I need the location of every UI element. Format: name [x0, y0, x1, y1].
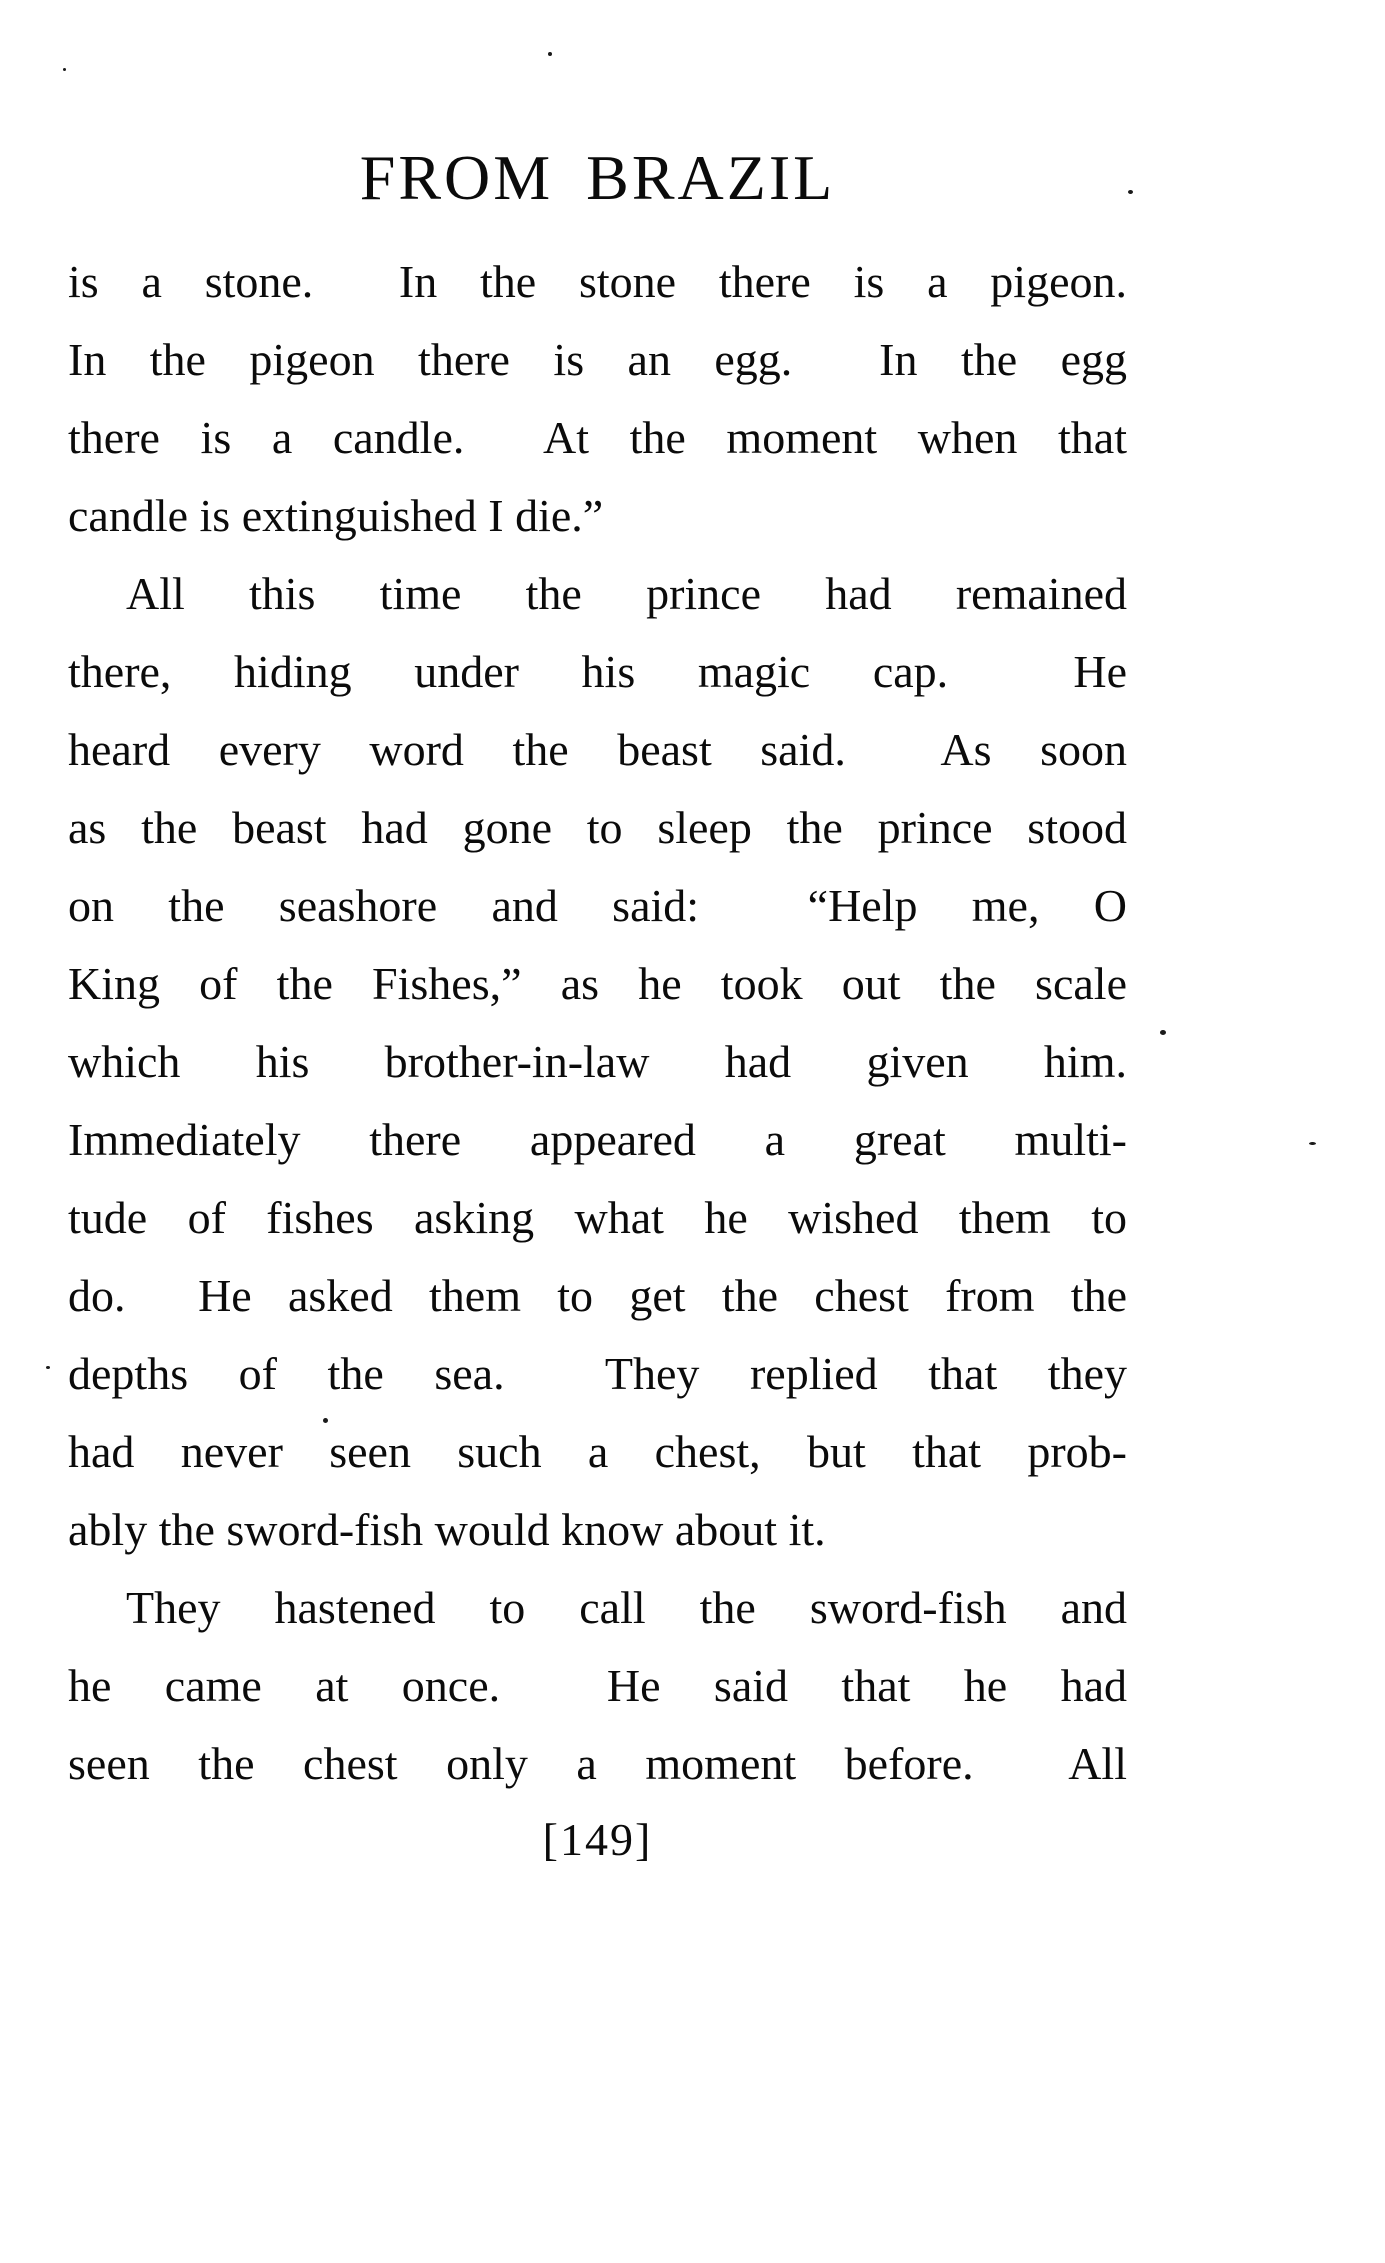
text-line: King of the Fishes,” as he took out the scale [68, 958, 1127, 1009]
text-line: All this time the prince had remained [126, 568, 1127, 619]
text-line: there is a candle. At the moment when that [68, 412, 1127, 463]
scan-speck [323, 1418, 328, 1423]
text-line: In the pigeon there is an egg. In the egg [68, 334, 1127, 385]
text-line: he came at once. He said that he had [68, 1660, 1127, 1711]
scan-speck [63, 68, 66, 71]
page-body [68, 243, 1127, 1803]
scan-speck [46, 1366, 50, 1369]
scan-speck [1309, 1142, 1316, 1145]
text-line: depths of the sea. They replied that they [68, 1348, 1127, 1399]
text-line: seen the chest only a moment before. All [68, 1738, 1127, 1789]
page-number: [149] [542, 1814, 653, 1865]
scan-speck [548, 52, 552, 56]
text-line: had never seen such a chest, but that prob- [68, 1426, 1127, 1477]
text-line: as the beast had gone to sleep the prince stood [68, 802, 1127, 853]
text-line: on the seashore and said: “Help me, O [68, 880, 1127, 931]
text-line: Immediately there appeared a great multi- [68, 1114, 1127, 1165]
page-header: FROM BRAZIL [359, 142, 836, 213]
text-line: do. He asked them to get the chest from the [68, 1270, 1127, 1321]
text-line: They hastened to call the sword-fish and [126, 1582, 1127, 1633]
text-line: heard every word the beast said. As soon [68, 724, 1127, 775]
text-line: candle is extinguished I die.” [68, 490, 604, 541]
text-line: which his brother-in-law had given him. [68, 1036, 1127, 1087]
text-line: there, hiding under his magic cap. He [68, 646, 1127, 697]
scan-speck [1160, 1030, 1166, 1035]
scan-speck [1128, 190, 1133, 194]
text-line: is a stone. In the stone there is a pigeon. [68, 256, 1127, 307]
text-line: tude of fishes asking what he wished them to [68, 1192, 1127, 1243]
text-line: ably the sword-fish would know about it. [68, 1504, 826, 1555]
